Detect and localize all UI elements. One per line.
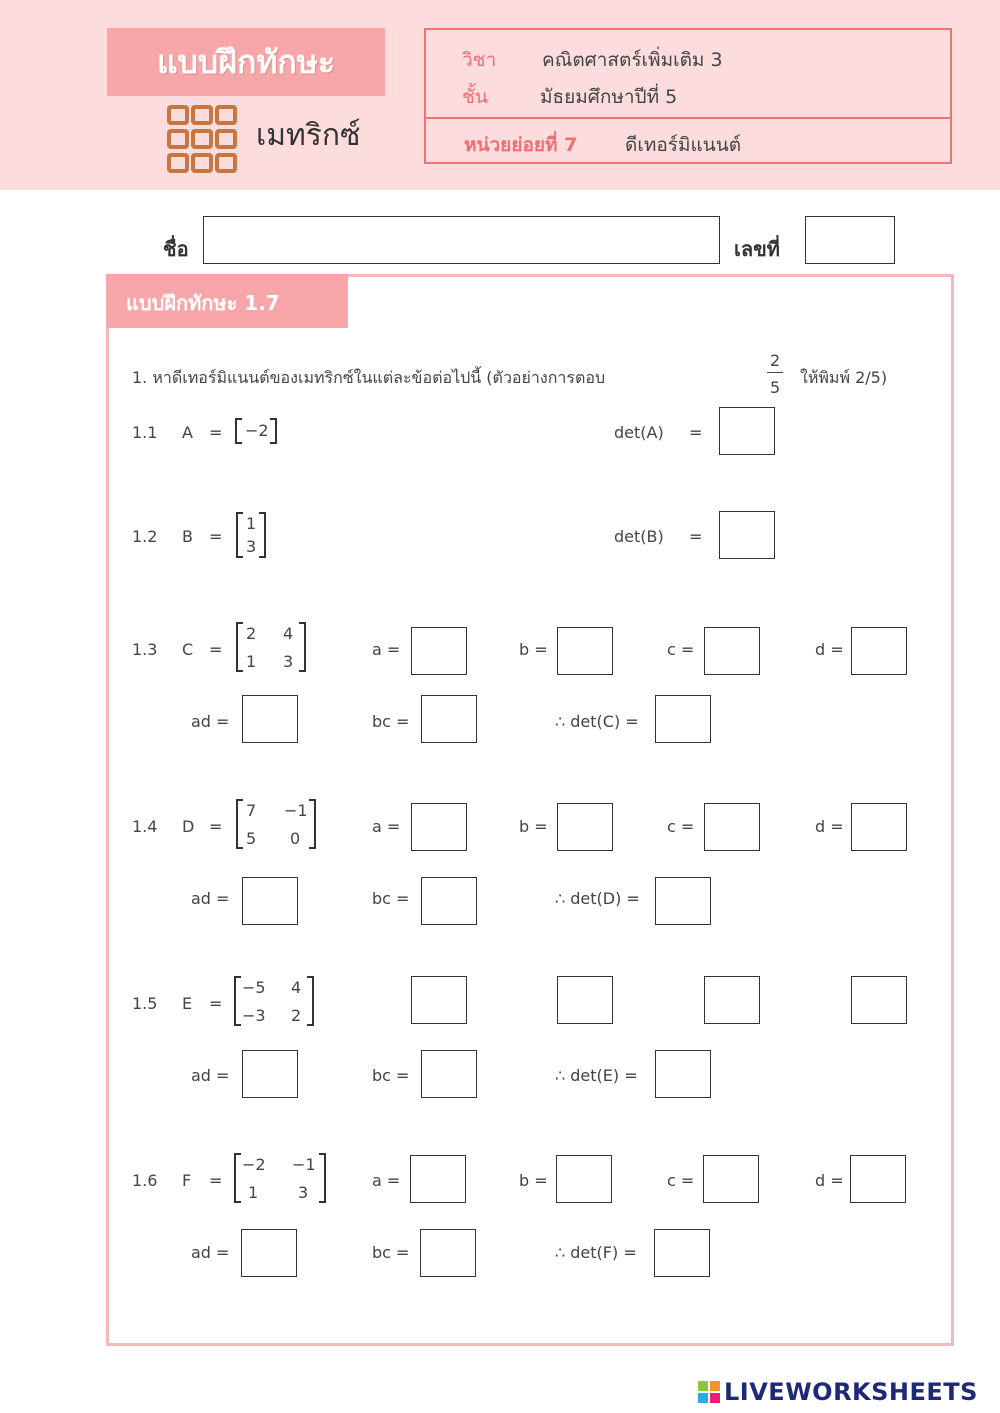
det-d-label: ∴ det(D) =	[555, 889, 640, 908]
det-f-label: ∴ det(F) =	[555, 1243, 637, 1262]
grade-value: มัธยมศึกษาปีที่ 5	[540, 86, 678, 108]
fraction-bar	[767, 372, 783, 373]
det-a-label: det(A)	[614, 423, 664, 442]
matrix-cell: 5	[246, 829, 257, 848]
equals-sign: =	[209, 527, 223, 546]
det-b-label: det(B)	[614, 527, 664, 546]
bc-label: bc =	[372, 712, 410, 731]
d-label: d =	[815, 817, 844, 836]
d-label: d =	[815, 1171, 844, 1190]
c-label: c =	[667, 640, 695, 659]
q3-name: C	[182, 640, 194, 659]
bc-label: bc =	[372, 889, 410, 908]
example-denominator: 5	[770, 378, 781, 397]
matrix-cell: 4	[283, 624, 294, 643]
matrix-cell: 1	[246, 652, 257, 671]
c-b-input[interactable]	[557, 627, 613, 675]
det-d-input[interactable]	[655, 877, 711, 925]
e-c-input[interactable]	[704, 976, 760, 1024]
f-ad-input[interactable]	[241, 1229, 297, 1277]
det-b-input[interactable]	[719, 511, 775, 559]
matrix-cell: 3	[283, 652, 294, 671]
equals-sign: =	[689, 423, 703, 442]
e-bc-input[interactable]	[421, 1050, 477, 1098]
det-e-label: ∴ det(E) =	[555, 1066, 638, 1085]
unit-label: หน่วยย่อยที่ 7	[464, 134, 578, 156]
matrix-cell: 3	[298, 1183, 309, 1202]
c-c-input[interactable]	[704, 627, 760, 675]
equals-sign: =	[209, 640, 223, 659]
d-b-input[interactable]	[557, 803, 613, 851]
d-a-input[interactable]	[411, 803, 467, 851]
section-tab: แบบฝึกทักษะ 1.7	[106, 274, 348, 328]
matrix-cell: 2	[291, 1006, 302, 1025]
equals-sign: =	[209, 817, 223, 836]
d-ad-input[interactable]	[242, 877, 298, 925]
matrix-a	[235, 418, 277, 444]
a-label: a =	[372, 1171, 401, 1190]
q1-name: A	[182, 423, 193, 442]
matrix-cell: 7	[246, 801, 257, 820]
det-c-label: ∴ det(C) =	[555, 712, 639, 731]
c-label: c =	[667, 817, 695, 836]
ad-label: ad =	[191, 1243, 230, 1262]
worksheet-title: แบบฝึกทักษะ	[107, 28, 385, 96]
name-label: ชื่อ	[163, 237, 189, 261]
a-label: a =	[372, 817, 401, 836]
d-c-input[interactable]	[704, 803, 760, 851]
f-c-input[interactable]	[703, 1155, 759, 1203]
a-label: a =	[372, 640, 401, 659]
subject-label: วิชา	[462, 49, 497, 71]
matrix-cell: −1	[292, 1155, 316, 1174]
q2-name: B	[182, 527, 193, 546]
e-b-input[interactable]	[557, 976, 613, 1024]
matrix-c	[236, 622, 306, 672]
det-c-input[interactable]	[655, 695, 711, 743]
matrix-cell: −3	[242, 1006, 266, 1025]
e-a-input[interactable]	[411, 976, 467, 1024]
f-bc-input[interactable]	[420, 1229, 476, 1277]
matrix-f	[234, 1153, 326, 1203]
matrix-b	[236, 512, 266, 558]
subject-value: คณิตศาสตร์เพิ่มเติม 3	[542, 49, 723, 71]
matrix-d	[236, 799, 316, 849]
e-ad-input[interactable]	[242, 1050, 298, 1098]
matrix-cell: 0	[290, 829, 301, 848]
f-a-input[interactable]	[410, 1155, 466, 1203]
c-d-input[interactable]	[851, 627, 907, 675]
det-f-input[interactable]	[654, 1229, 710, 1277]
c-ad-input[interactable]	[242, 695, 298, 743]
info-divider	[424, 117, 952, 119]
matrix-e	[234, 976, 314, 1026]
ad-label: ad =	[191, 889, 230, 908]
matrix-cell: 4	[291, 978, 302, 997]
matrix-cell: 1	[246, 514, 257, 533]
det-e-input[interactable]	[655, 1050, 711, 1098]
matrix-cell: −5	[242, 978, 266, 997]
b-label: b =	[519, 1171, 548, 1190]
q6-number: 1.6	[132, 1171, 158, 1190]
number-label: เลขที่	[734, 237, 780, 261]
f-d-input[interactable]	[850, 1155, 906, 1203]
equals-sign: =	[209, 994, 223, 1013]
name-input[interactable]	[203, 216, 720, 264]
matrix-cell: 2	[246, 624, 257, 643]
q2-number: 1.2	[132, 527, 158, 546]
instruction-text: 1. หาดีเทอร์มิแนนต์ของเมทริกซ์ในแต่ละข้อต่อไปนี้ (ตัวอย่างการตอบ	[132, 368, 606, 387]
c-label: c =	[667, 1171, 695, 1190]
equals-sign: =	[689, 527, 703, 546]
b-label: b =	[519, 640, 548, 659]
ad-label: ad =	[191, 712, 230, 731]
bc-label: bc =	[372, 1066, 410, 1085]
unit-value: ดีเทอร์มิแนนต์	[625, 134, 742, 156]
equals-sign: =	[209, 1171, 223, 1190]
grade-label: ชั้น	[462, 86, 488, 108]
q5-number: 1.5	[132, 994, 158, 1013]
f-b-input[interactable]	[556, 1155, 612, 1203]
example-numerator: 2	[770, 351, 781, 370]
worksheet-subtitle: เมทริกซ์	[256, 118, 361, 153]
ad-label: ad =	[191, 1066, 230, 1085]
q6-name: F	[182, 1171, 192, 1190]
det-a-input[interactable]	[719, 407, 775, 455]
c-a-input[interactable]	[411, 627, 467, 675]
q4-number: 1.4	[132, 817, 158, 836]
q5-name: E	[182, 994, 193, 1013]
footer-brand: LIVEWORKSHEETS	[724, 1378, 978, 1406]
d-d-input[interactable]	[851, 803, 907, 851]
matrix-cell: 3	[246, 537, 257, 556]
q4-name: D	[182, 817, 195, 836]
c-bc-input[interactable]	[421, 695, 477, 743]
liveworksheets-logo-icon	[698, 1381, 720, 1403]
matrix-cell: 1	[248, 1183, 259, 1202]
matrix-cell: −2	[245, 421, 269, 440]
b-label: b =	[519, 817, 548, 836]
calculator-icon	[166, 104, 238, 174]
matrix-cell: −2	[242, 1155, 266, 1174]
instruction-end: ให้พิมพ์ 2/5)	[800, 368, 888, 387]
bc-label: bc =	[372, 1243, 410, 1262]
number-input[interactable]	[805, 216, 895, 264]
q3-number: 1.3	[132, 640, 158, 659]
q1-number: 1.1	[132, 423, 158, 442]
equals-sign: =	[209, 423, 223, 442]
d-bc-input[interactable]	[421, 877, 477, 925]
e-d-input[interactable]	[851, 976, 907, 1024]
matrix-cell: −1	[284, 801, 308, 820]
d-label: d =	[815, 640, 844, 659]
